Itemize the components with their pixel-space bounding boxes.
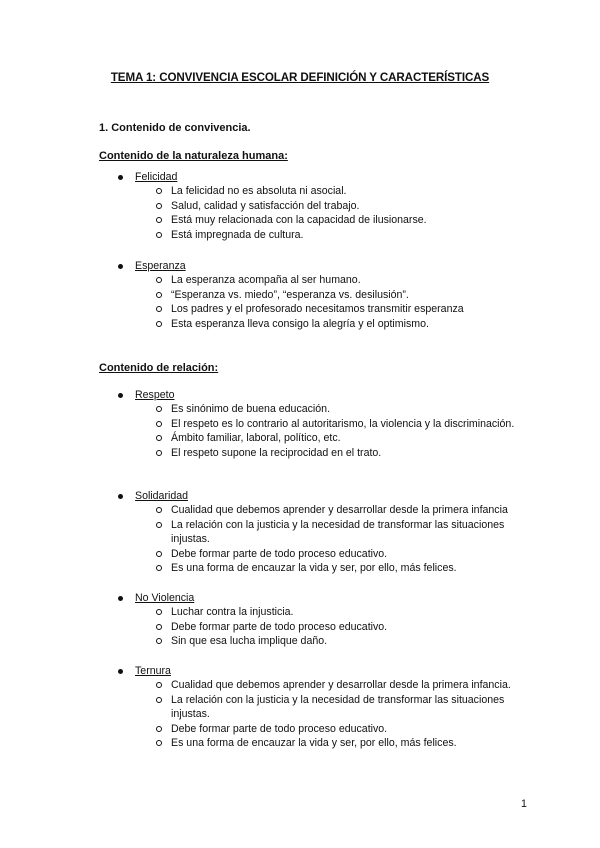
sub-item: Esta esperanza lleva consigo la alegría y el optimismo. <box>118 317 548 332</box>
sub-item: Está muy relacionada con la capacidad de ilusionarse. <box>118 213 548 228</box>
circle-bullet-icon <box>156 609 162 615</box>
list-item-label: Felicidad <box>135 171 178 183</box>
list-item <box>118 388 548 402</box>
sub-item: Sin que esa lucha implique daño. <box>118 634 548 649</box>
list-ternura <box>118 664 548 751</box>
sub-item: La relación con la justicia y la necesidad de transformar las situaciones injustas. <box>118 693 548 722</box>
list-item-label: No Violencia <box>135 592 195 604</box>
sub-item: Está impregnada de cultura. <box>118 228 548 243</box>
circle-bullet-icon <box>156 406 162 412</box>
sub-item: La relación con la justicia y la necesidad de transformar las situaciones injustas. <box>118 518 548 547</box>
list-felicidad <box>118 170 548 242</box>
document-title: TEMA 1: CONVIVENCIA ESCOLAR DEFINICIÓN Y CARACTERÍSTICAS <box>110 71 490 84</box>
bullet-icon <box>118 494 123 499</box>
sub-item: Debe formar parte de todo proceso educativo. <box>118 547 548 562</box>
list-item <box>118 259 548 273</box>
circle-bullet-icon <box>156 217 162 223</box>
bullet-icon <box>118 669 123 674</box>
list-item <box>118 170 548 184</box>
sub-item: Luchar contra la injusticia. <box>118 605 548 620</box>
sub-item: La esperanza acompaña al ser humano. <box>118 273 548 288</box>
list-item <box>118 489 548 503</box>
bullet-icon <box>118 596 123 601</box>
sub-item: El respeto es lo contrario al autoritarismo, la violencia y la discriminación. <box>118 417 548 432</box>
circle-bullet-icon <box>156 551 162 557</box>
circle-bullet-icon <box>156 697 162 703</box>
list-no-violencia <box>118 591 548 649</box>
list-solidaridad <box>118 489 548 576</box>
sub-item: La felicidad no es absoluta ni asocial. <box>118 184 548 199</box>
subsection-heading-naturaleza: Contenido de la naturaleza humana: <box>99 150 288 162</box>
section-heading: 1. Contenido de convivencia. <box>99 122 251 134</box>
sub-item: Cualidad que debemos aprender y desarrollar desde la primera infancia. <box>118 678 548 693</box>
circle-bullet-icon <box>156 507 162 513</box>
sub-item: Los padres y el profesorado necesitamos transmitir esperanza <box>118 302 548 317</box>
list-item <box>118 591 548 605</box>
circle-bullet-icon <box>156 306 162 312</box>
circle-bullet-icon <box>156 726 162 732</box>
list-item-label: Respeto <box>135 389 175 401</box>
circle-bullet-icon <box>156 638 162 644</box>
sub-item: Es una forma de encauzar la vida y ser, por ello, más felices. <box>118 561 548 576</box>
list-respeto <box>118 388 548 460</box>
circle-bullet-icon <box>156 292 162 298</box>
sub-item: Es una forma de encauzar la vida y ser, por ello, más felices. <box>118 736 548 751</box>
list-item-label: Solidaridad <box>135 490 189 502</box>
page-number: 1 <box>521 798 527 810</box>
circle-bullet-icon <box>156 188 162 194</box>
circle-bullet-icon <box>156 277 162 283</box>
circle-bullet-icon <box>156 522 162 528</box>
sub-item: “Esperanza vs. miedo”, “esperanza vs. desilusión”. <box>118 288 548 303</box>
sub-item: Debe formar parte de todo proceso educativo. <box>118 722 548 737</box>
sub-item: Debe formar parte de todo proceso educativo. <box>118 620 548 635</box>
bullet-icon <box>118 264 123 269</box>
circle-bullet-icon <box>156 435 162 441</box>
circle-bullet-icon <box>156 682 162 688</box>
circle-bullet-icon <box>156 203 162 209</box>
bullet-icon <box>118 175 123 180</box>
sub-item: Salud, calidad y satisfacción del trabajo. <box>118 199 548 214</box>
list-item-label: Ternura <box>135 665 171 677</box>
subsection-heading-relacion: Contenido de relación: <box>99 362 219 374</box>
circle-bullet-icon <box>156 450 162 456</box>
sub-item: Cualidad que debemos aprender y desarrollar desde la primera infancia <box>118 503 548 518</box>
circle-bullet-icon <box>156 740 162 746</box>
sub-item: El respeto supone la reciprocidad en el trato. <box>118 446 548 461</box>
circle-bullet-icon <box>156 421 162 427</box>
circle-bullet-icon <box>156 565 162 571</box>
bullet-icon <box>118 393 123 398</box>
circle-bullet-icon <box>156 624 162 630</box>
list-item-label: Esperanza <box>135 260 186 272</box>
list-item <box>118 664 548 678</box>
sub-item: Es sinónimo de buena educación. <box>118 402 548 417</box>
circle-bullet-icon <box>156 321 162 327</box>
sub-item: Ámbito familiar, laboral, político, etc. <box>118 431 548 446</box>
circle-bullet-icon <box>156 232 162 238</box>
list-esperanza <box>118 259 548 331</box>
